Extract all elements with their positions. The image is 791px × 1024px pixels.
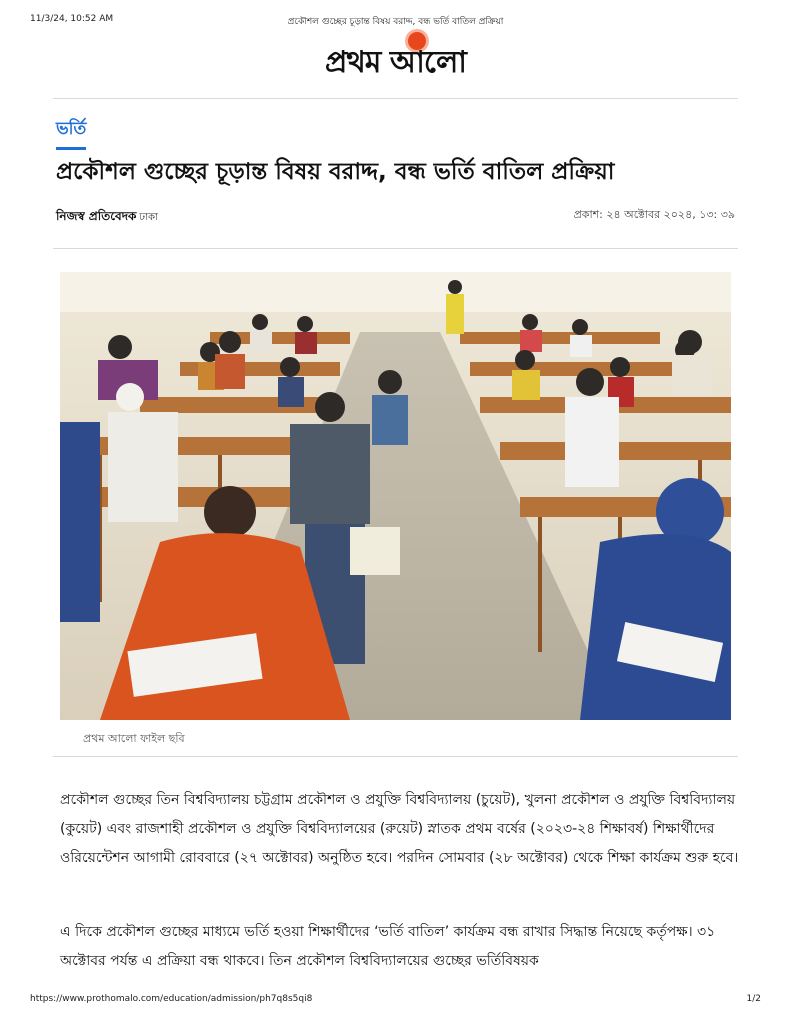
category-link[interactable]: ভর্তি	[56, 116, 86, 150]
logo-wordmark	[325, 38, 466, 89]
print-datetime: 11/3/24, 10:52 AM	[30, 14, 114, 24]
page-number: 1/2	[746, 994, 761, 1004]
exam-hall-photo	[60, 272, 731, 720]
caption-divider	[53, 756, 738, 757]
header-divider	[53, 98, 738, 99]
article-headline: প্রকৌশল গুচ্ছের চূড়ান্ত বিষয় বরাদ্দ, বন্ধ ভর্তি বাতিল প্রক্রিয়া	[56, 159, 615, 185]
site-logo[interactable]	[0, 38, 791, 80]
byline-divider	[53, 248, 738, 249]
byline	[56, 208, 158, 228]
published-date: প্রকাশ: ২৪ অক্টোবর ২০২৪, ১৩: ৩৯	[573, 208, 735, 221]
author-location: ঢাকা	[139, 212, 158, 223]
print-footer	[30, 994, 761, 1008]
article-photo	[60, 272, 731, 720]
article-paragraph-2: এ দিকে প্রকৌশল গুচ্ছের মাধ্যমে ভর্তি হওয়া শিক্ষার্থীদের ‘ভর্তি বাতিল’ কার্যক্রম বন্ধ রাখার সিদ্ধান্ত নিয়েছে কর্তৃপক্ষ। ৩১ অক্টোবর পর্যন্ত এ প্রক্রিয়া বন্ধ থাকবে। তিন প্রকৌশল বিশ্ববিদ্যালয়ের গুচ্ছের ভর্তিবিষয়ক	[60, 924, 716, 969]
author-name[interactable]: নিজস্ব প্রতিবেদক	[56, 209, 137, 223]
photo-caption: প্রথম আলো ফাইল ছবি	[83, 732, 185, 745]
print-page-title: প্রকৌশল গুচ্ছের চূড়ান্ত বিষয় বরাদ্দ, বন্ধ ভর্তি বাতিল প্রক্রিয়া	[287, 17, 504, 27]
logo-text: প্রথম আলো	[324, 45, 467, 80]
article-paragraph-1: প্রকৌশল গুচ্ছের তিন বিশ্ববিদ্যালয় চট্টগ্রাম প্রকৌশল ও প্রযুক্তি বিশ্ববিদ্যালয় (চুয়েট), খুলনা প্রকৌশল ও প্রযুক্তি বিশ্ববিদ্যালয় (কুয়েট) এবং রাজশাহী প্রকৌশল ও প্রযুক্তি বিশ্ববিদ্যালয়ের (রুয়েট) স্নাতক প্রথম বর্ষের (২০২৩-২৪ শিক্ষাবর্ষ) শিক্ষার্থীদের ওরিয়েন্টেশন আগামী রোববারে (২৭ অক্টোবর) অনুষ্ঠিত হবে। পরদিন সোমবার (২৮ অক্টোবর) থেকে শিক্ষা কার্যক্রম শুরু হবে।	[60, 792, 739, 866]
print-header	[30, 14, 761, 30]
print-url[interactable]: https://www.prothomalo.com/education/admission/ph7q8s5qi8	[30, 994, 313, 1004]
